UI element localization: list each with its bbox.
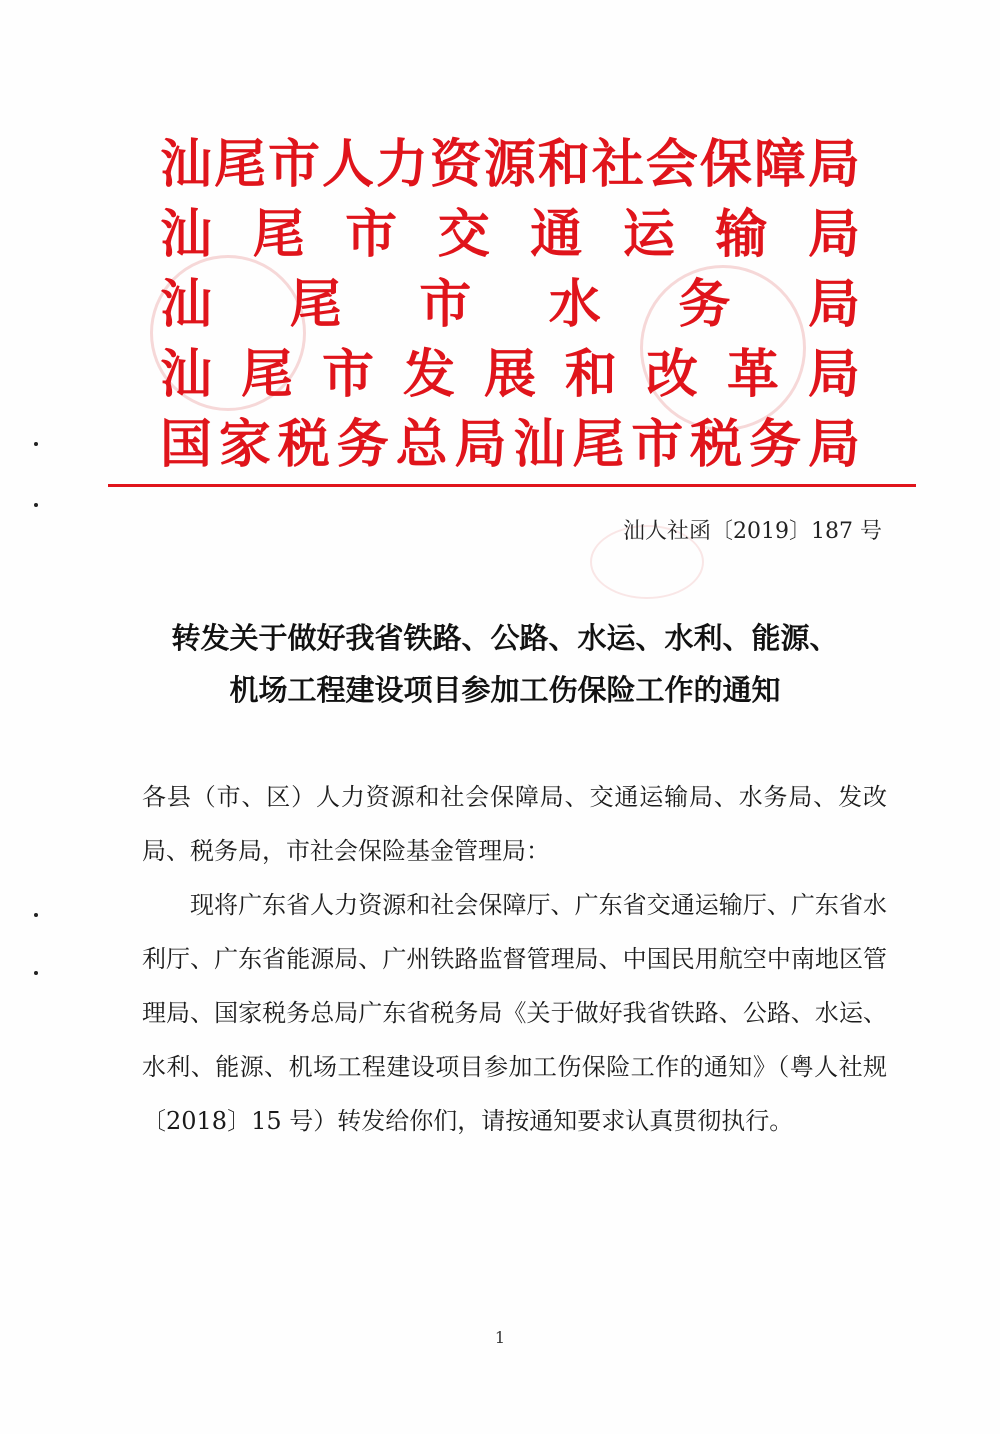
agency-line-5 xyxy=(160,410,860,480)
agency-char: 税 xyxy=(690,415,743,475)
agency-char: 会 xyxy=(645,135,698,195)
page-number: 1 xyxy=(494,1328,506,1347)
agency-char: 局 xyxy=(454,415,507,475)
agency-char: 务 xyxy=(678,275,731,335)
agency-char: 社 xyxy=(591,135,644,195)
agency-char: 运 xyxy=(622,205,675,265)
title-line-2: 机场工程建设项目参加工伤保险工作的通知 xyxy=(229,673,781,707)
title-line-1: 转发关于做好我省铁路、公路、水运、水利、能源、 xyxy=(171,621,839,655)
binding-mark xyxy=(34,442,38,446)
agency-char: 汕 xyxy=(160,205,213,265)
agency-char: 家 xyxy=(218,415,271,475)
agency-char: 尾 xyxy=(213,135,266,195)
agency-char: 汕 xyxy=(513,415,566,475)
agency-char: 障 xyxy=(753,135,806,195)
agency-char: 展 xyxy=(483,345,536,405)
agency-header xyxy=(160,130,860,480)
agency-char: 市 xyxy=(631,415,684,475)
agency-char: 局 xyxy=(807,135,860,195)
agency-char: 汕 xyxy=(160,345,213,405)
agency-char: 总 xyxy=(395,415,448,475)
agency-char: 税 xyxy=(277,415,330,475)
agency-char: 国 xyxy=(160,415,213,475)
agency-char: 市 xyxy=(267,135,320,195)
agency-char: 发 xyxy=(402,345,455,405)
agency-char: 输 xyxy=(715,205,768,265)
agency-line-4 xyxy=(160,340,860,410)
agency-char: 市 xyxy=(419,275,472,335)
agency-char: 革 xyxy=(726,345,779,405)
document-title xyxy=(110,612,900,716)
red-separator-line xyxy=(108,484,916,487)
agency-char: 保 xyxy=(699,135,752,195)
document-number: 汕人社函〔2019〕187 号 xyxy=(623,519,882,544)
body-paragraph: 现将广东省人力资源和社会保障厅、广东省交通运输厅、广东省水利厅、广东省能源局、广州铁路监督管理局、中国民用航空中南地区管理局、国家税务总局广东省税务局《关于做好我省铁路、公路、水运、水利、能源、机场工程建设项目参加工伤保险工作的通知》（粤人社规〔2018〕15 号）转发给你们，请按通知要求认真贯彻执行。 xyxy=(142,891,887,1135)
agency-char: 尾 xyxy=(240,345,293,405)
document-body xyxy=(142,770,887,1148)
binding-mark xyxy=(34,913,38,917)
binding-mark xyxy=(34,971,38,975)
agency-char: 市 xyxy=(345,205,398,265)
agency-char: 局 xyxy=(807,205,860,265)
agency-char: 汕 xyxy=(160,275,213,335)
agency-char: 尾 xyxy=(289,275,342,335)
agency-char: 和 xyxy=(537,135,590,195)
agency-line-2 xyxy=(160,200,860,270)
agency-char: 局 xyxy=(807,415,860,475)
agency-char: 市 xyxy=(321,345,374,405)
agency-char: 和 xyxy=(564,345,617,405)
agency-char: 资 xyxy=(429,135,482,195)
agency-char: 务 xyxy=(749,415,802,475)
agency-char: 改 xyxy=(645,345,698,405)
agency-char: 人 xyxy=(321,135,374,195)
agency-char: 尾 xyxy=(252,205,305,265)
agency-line-1 xyxy=(160,130,860,200)
agency-char: 汕 xyxy=(160,135,213,195)
agency-line-3 xyxy=(160,270,860,340)
agency-char: 力 xyxy=(375,135,428,195)
addressee: 各县（市、区）人力资源和社会保障局、交通运输局、水务局、发改局、税务局，市社会保险基金管理局： xyxy=(142,783,887,865)
binding-mark xyxy=(34,503,38,507)
agency-char: 源 xyxy=(483,135,536,195)
agency-char: 务 xyxy=(336,415,389,475)
agency-char: 水 xyxy=(548,275,601,335)
agency-char: 尾 xyxy=(572,415,625,475)
agency-char: 交 xyxy=(437,205,490,265)
agency-char: 局 xyxy=(807,345,860,405)
agency-char: 通 xyxy=(530,205,583,265)
agency-char: 局 xyxy=(807,275,860,335)
